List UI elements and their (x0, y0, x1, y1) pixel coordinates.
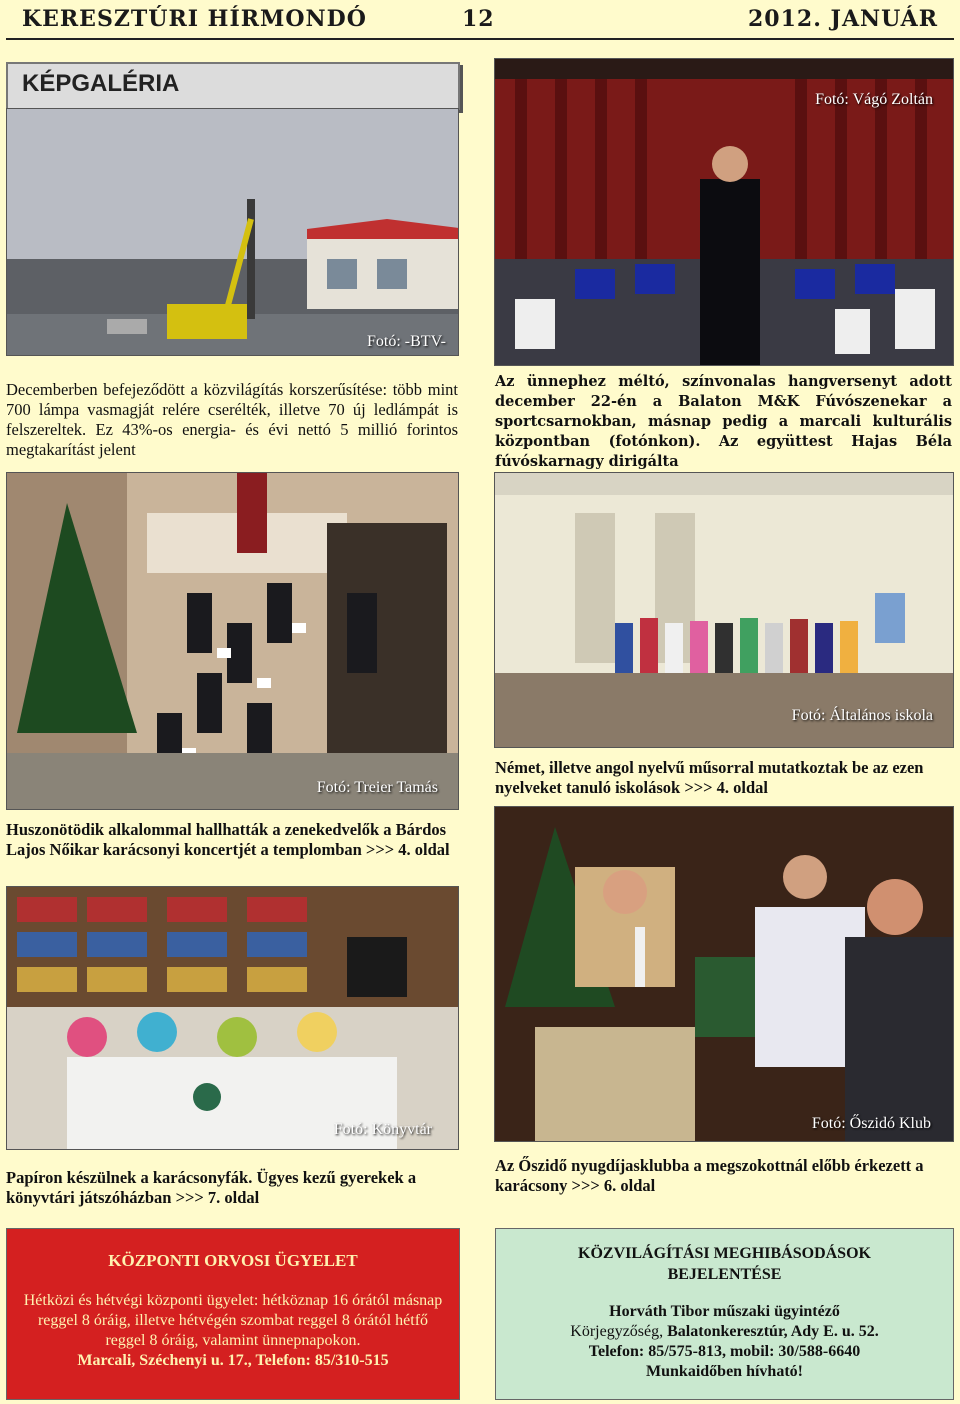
section-title-box (6, 62, 460, 110)
issue-date: 2012. JANUÁR (748, 6, 938, 32)
photo-credit: Fotó: -BTV- (367, 333, 446, 350)
photo-school (494, 472, 954, 748)
medical-address: Marcali, Széchenyi u. 17., Telefon: 85/310-515 (77, 1352, 389, 1369)
lighting-office (496, 1322, 953, 1342)
medical-body: Hétközi és hétvégi központi ügyelet: hétköznap 16 órától másnap reggel 8 óráig, illetve hétvégén szombat reggel 8 órától hétfő reggel 8 óráig, valamint ünnepnapokon. (23, 1292, 443, 1349)
publication-title: KERESZTÚRI HÍRMONDÓ (22, 6, 367, 32)
caption-library: Papíron készülnek a karácsonyfák. Ügyes kezű gyerekek a könyvtári játszóházban >>> 7. oldal (6, 1168, 417, 1207)
lighting-office-address: Balatonkeresztúr, Ady E. u. 52. (667, 1323, 879, 1340)
lighting-phone: Telefon: 85/575-813, mobil: 30/588-6640 (588, 1343, 861, 1360)
lighting-hours: Munkaidőben hívható! (646, 1363, 803, 1380)
caption-street-lighting: Decemberben befejeződött a közvilágítás korszerűsítése: több mint 700 lámpa vasmagját relére cserélték, illetve 70 új ledlámpát is felszereltek. Ez 43%-os energia- és évi nettó 5 millió forintos megtakarítást jelent (6, 380, 458, 459)
header-rule (6, 38, 954, 40)
photo-credit: Fotó: Treier Tamás (316, 779, 438, 796)
photo-street-lighting (6, 108, 459, 356)
photo-concert (494, 58, 954, 366)
lighting-title-line1: KÖZVILÁGÍTÁSI MEGHIBÁSODÁSOK (578, 1245, 871, 1262)
photo-club (494, 806, 954, 1142)
page-header (0, 0, 960, 40)
caption-choir: Huszonötödik alkalommal hallhatták a zenekedvelők a Bárdos Lajos Nőikar karácsonyi koncertjét a templomban >>> 4. oldal (6, 820, 450, 859)
photo-credit: Fotó: Általános iskola (791, 707, 933, 724)
section-title: KÉPGALÉRIA (22, 70, 180, 97)
lighting-faults-box (495, 1228, 954, 1400)
photo-credit: Fotó: Vágó Zoltán (815, 91, 933, 108)
lighting-title (496, 1243, 953, 1285)
caption-club: Az Őszidő nyugdíjasklubba a megszokottnál előbb érkezett a karácsony >>> 6. oldal (495, 1156, 924, 1195)
caption-concert: Az ünnephez méltó, színvonalas hangversenyt adott december 22-én a Balaton M&K Fúvószenekar a sportcsarnokban, másnap pedig a marcali kulturális központban (fotónkon). Az együttest Hajas Béla fúvóskarnagy dirigálta (495, 373, 952, 470)
photo-credit: Fotó: Könyvtár (333, 1121, 432, 1138)
photo-choir (6, 472, 459, 810)
medical-title: KÖZPONTI ORVOSI ÜGYELET (108, 1251, 358, 1270)
lighting-office-prefix: Körjegyzőség, (570, 1323, 664, 1340)
photo-library (6, 886, 459, 1150)
photo-credit: Fotó: Őszidó Klub (811, 1115, 931, 1132)
page-number: 12 (462, 6, 495, 32)
lighting-title-line2: BEJELENTÉSE (667, 1266, 782, 1283)
medical-duty-box (6, 1228, 460, 1400)
lighting-contact: Horváth Tibor műszaki ügyintéző (609, 1303, 840, 1320)
caption-school: Német, illetve angol nyelvű műsorral mutatkoztak be az ezen nyelveket tanuló iskolások >>> 4. oldal (495, 758, 924, 797)
